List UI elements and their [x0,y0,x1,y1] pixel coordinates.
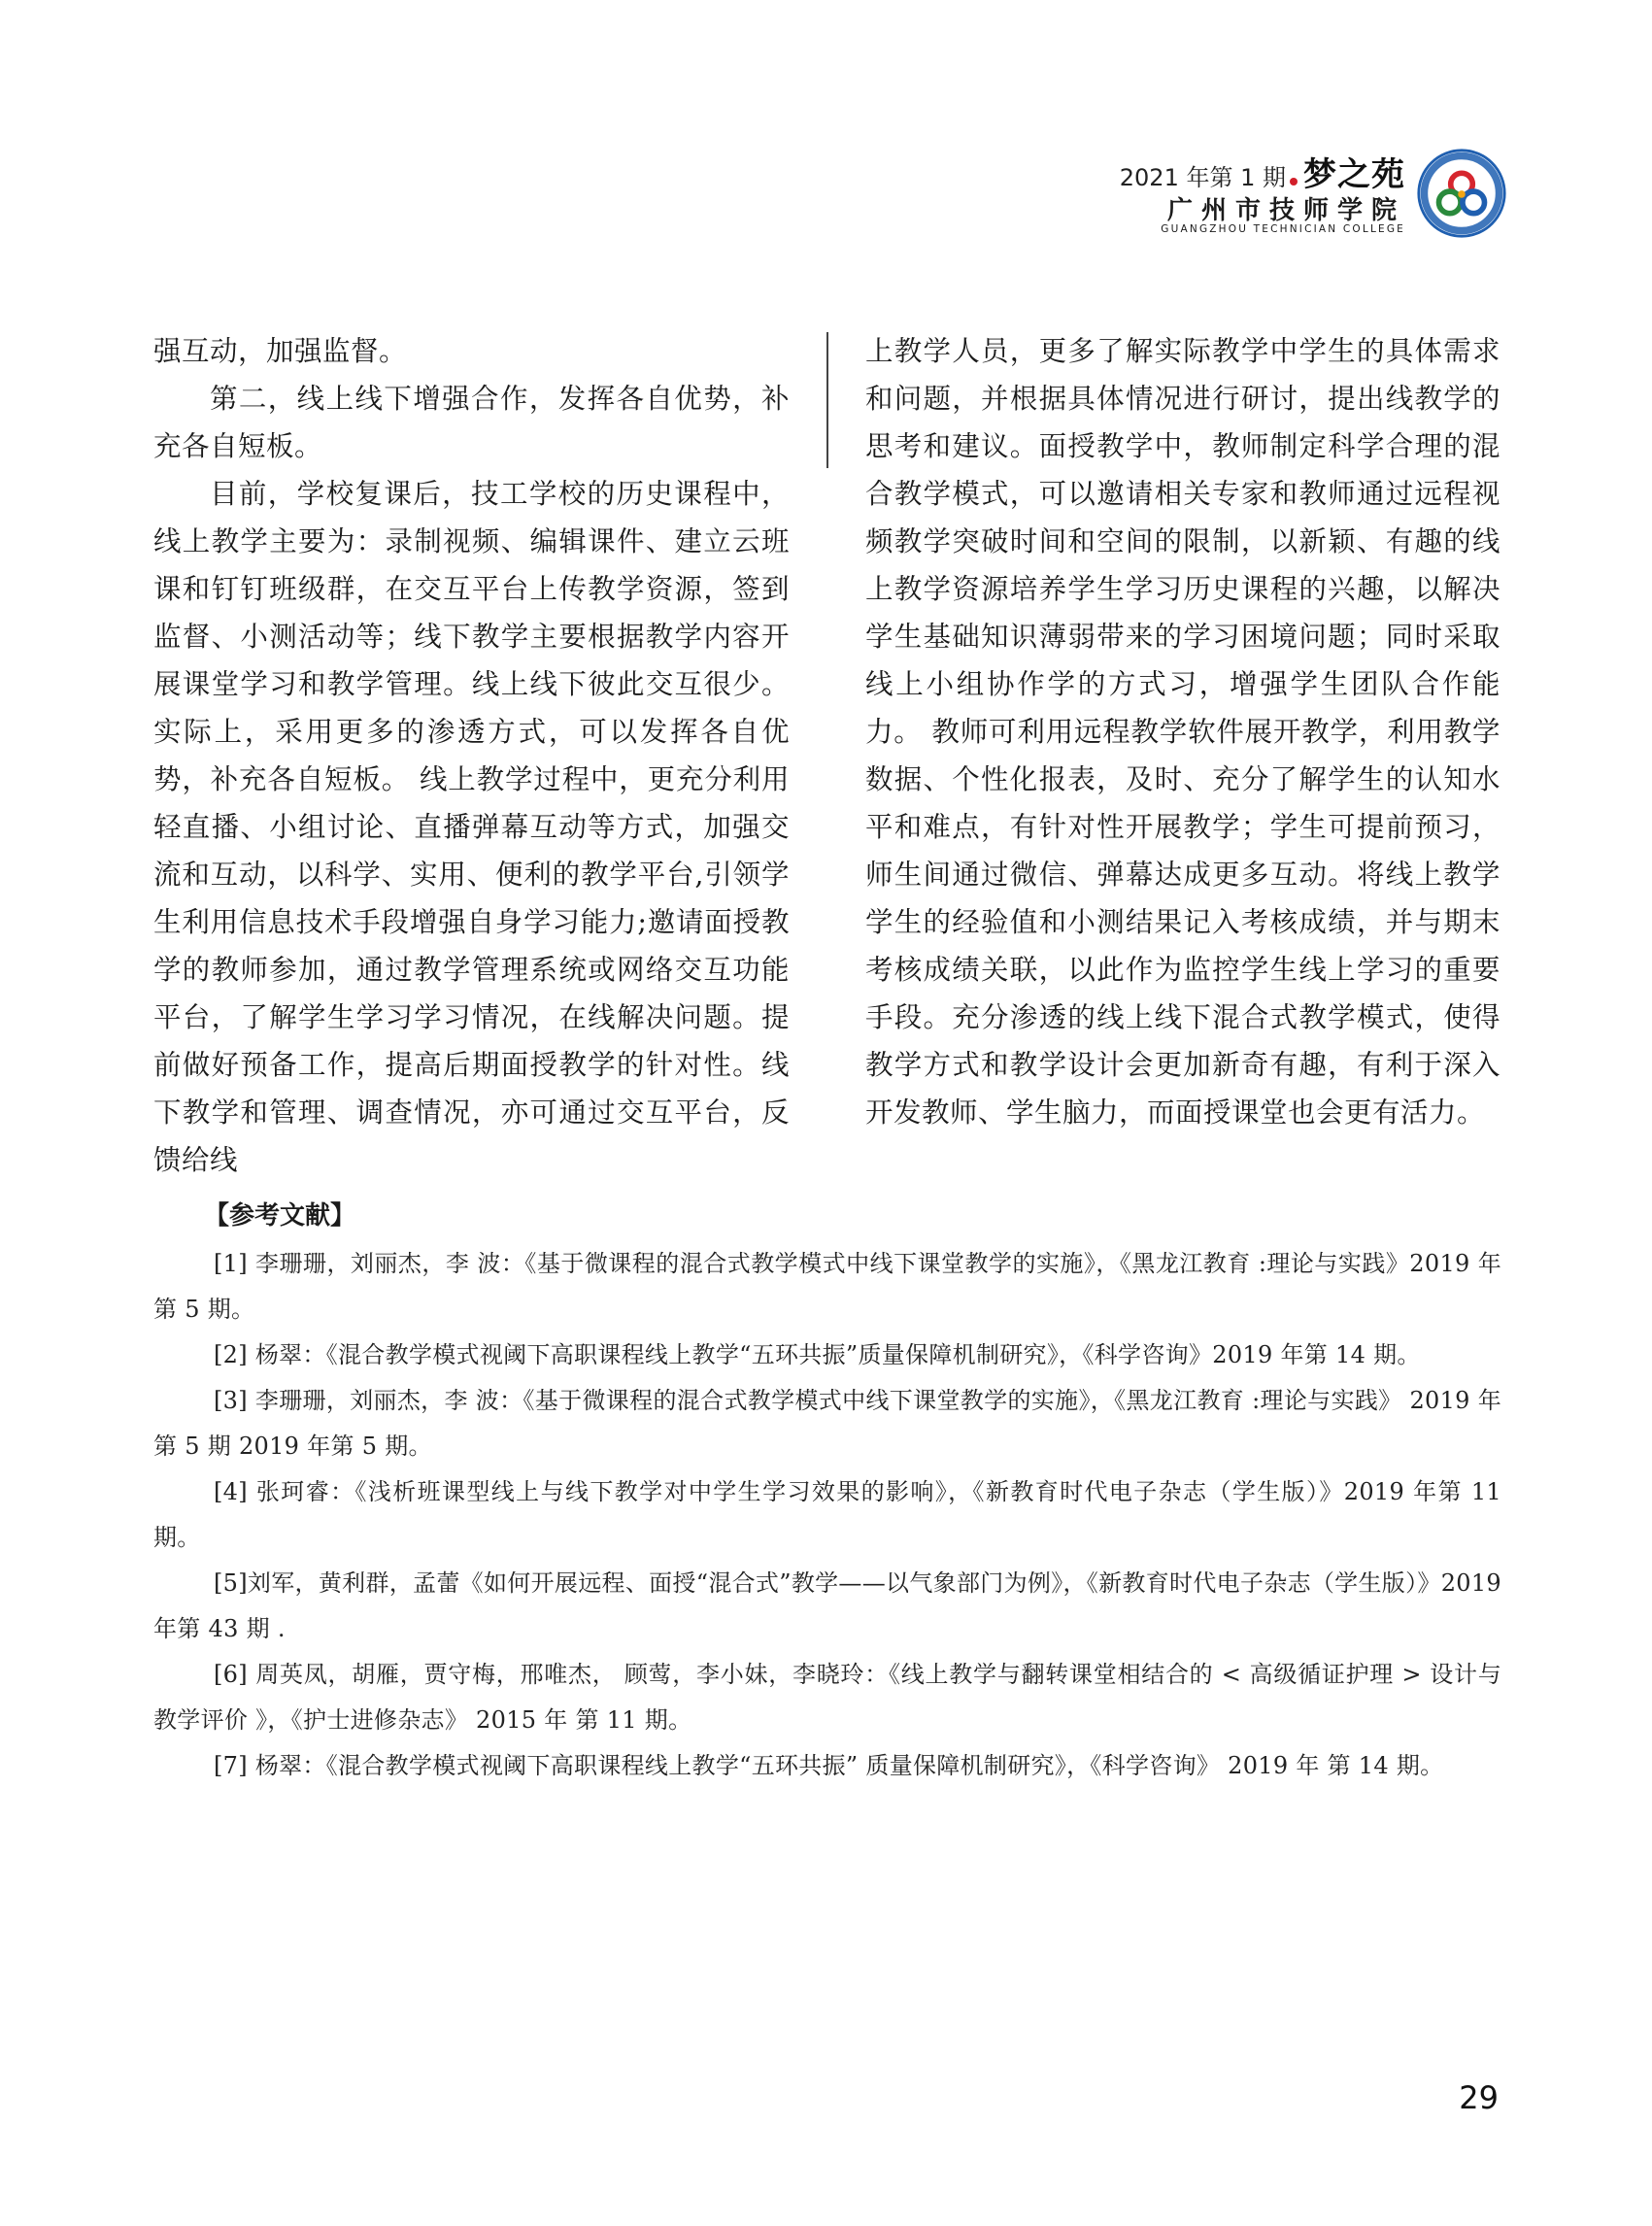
references-list [153,1241,1501,1789]
school-name: 广州市技师学院 [1166,196,1405,225]
reference-item: [3] 李珊珊，刘丽杰，李 波：《基于微课程的混合式教学模式中线下课堂教学的实施》，《黑龙江教育 :理论与实践》 2019 年 第 5 期 2019 年第 5 期。 [153,1387,1501,1460]
reference-item: [4] 张珂睿：《浅析班课型线上与线下教学对中学生学习效果的影响》，《新教育时代电子杂志（学生版）》2019 年第 11 期。 [153,1478,1501,1551]
page-number: 29 [1459,2079,1499,2116]
references-heading: 【参考文献】 [204,1201,356,1231]
body-column-left [153,327,790,1184]
body-paragraph: 目前，学校复课后，技工学校的历史课程中，线上教学主要为：录制视频、编辑课件、建立云班课和钉钉班级群，在交互平台上传教学资源，签到监督、小测活动等；线下教学主要根据教学内容开展课堂学习和教学管理。线上线下彼此交互很少。实际上，采用更多的渗透方式，可以发挥各自优势，补充各自短板。 线上教学过程中，更充分利用轻直播、小组讨论、直播弹幕互动等方式，加强交流和互动，以科学、实用、便利的教学平台,引领学生利用信息技术手段增强自身学习能力;邀请面授教学的教师参加，通过教学管理系统或网络交互功能平台，了解学生学习学习情况，在线解决问题。提前做好预备工作，提高后期面授教学的针对性。线下教学和管理、调查情况，亦可通过交互平台，反馈给线 [153,478,790,1176]
body-paragraph: 上教学人员，更多了解实际教学中学生的具体需求和问题，并根据具体情况进行研讨，提出线教学的思考和建议。面授教学中，教师制定科学合理的混合教学模式，可以邀请相关专家和教师通过远程视频教学突破时间和空间的限制，以新颖、有趣的线上教学资源培养学生学习历史课程的兴趣，以解决学生基础知识薄弱带来的学习困境问题；同时采取线上小组协作学的方式习，增强学生团队合作能力。 教师可利用远程教学软件展开教学，利用教学数据、个性化报表，及时、充分了解学生的认知水平和难点，有针对性开展教学；学生可提前预习，师生间通过微信、弹幕达成更多互动。将线上教学学生的经验值和小测结果记入考核成绩，并与期末考核成绩关联，以此作为监控学生线上学习的重要手段。充分渗透的线上线下混合式教学模式，使得教学方式和教学设计会更加新奇有趣，有利于深入开发教师、学生脑力，而面授课堂也会更有活力。 [865,335,1500,1129]
column-divider [826,332,828,468]
reference-item: [7] 杨翠：《混合教学模式视阈下高职课程线上教学“五环共振” 质量保障机制研究》，《科学咨询》 2019 年 第 14 期。 [214,1752,1444,1779]
college-logo-icon [1416,148,1507,239]
references-section [153,1196,1501,1789]
masthead-issue-line [1120,148,1405,195]
body-column-right [865,327,1500,1136]
reference-item: [1] 李珊珊，刘丽杰，李 波：《基于微课程的混合式教学模式中线下课堂教学的实施》，《黑龙江教育 :理论与实践》2019 年第 5 期。 [153,1250,1501,1323]
reference-item: [2] 杨翠：《混合教学模式视阈下高职课程线上教学“五环共振”质量保障机制研究》，《科学咨询》2019 年第 14 期。 [214,1341,1421,1368]
body-paragraph: 第二，线上线下增强合作，发挥各自优势，补充各自短板。 [153,383,790,462]
body-paragraph: 强互动，加强监督。 [153,335,408,367]
reference-item: [5]刘军，黄利群，孟蕾《如何开展远程、面授“混合式”教学——以气象部门为例》，《新教育时代电子杂志（学生版）》2019 年第 43 期 . [153,1569,1501,1642]
issue-label: 2021 年第 1 期 [1119,164,1286,191]
school-name-english: GUANGZHOU TECHNICIAN COLLEGE [1161,223,1405,235]
reference-item: [6] 周英凤，胡雁，贾守梅，邢唯杰， 顾莺，李小妹，李晓玲：《线上教学与翻转课堂相结合的 < 高级循证护理 > 设计与教学评价 》，《护士进修杂志》 2015 年 第 11 期。 [153,1661,1501,1734]
separator-dot-icon [1290,178,1298,186]
journal-brand: 梦之苑 [1303,155,1405,194]
